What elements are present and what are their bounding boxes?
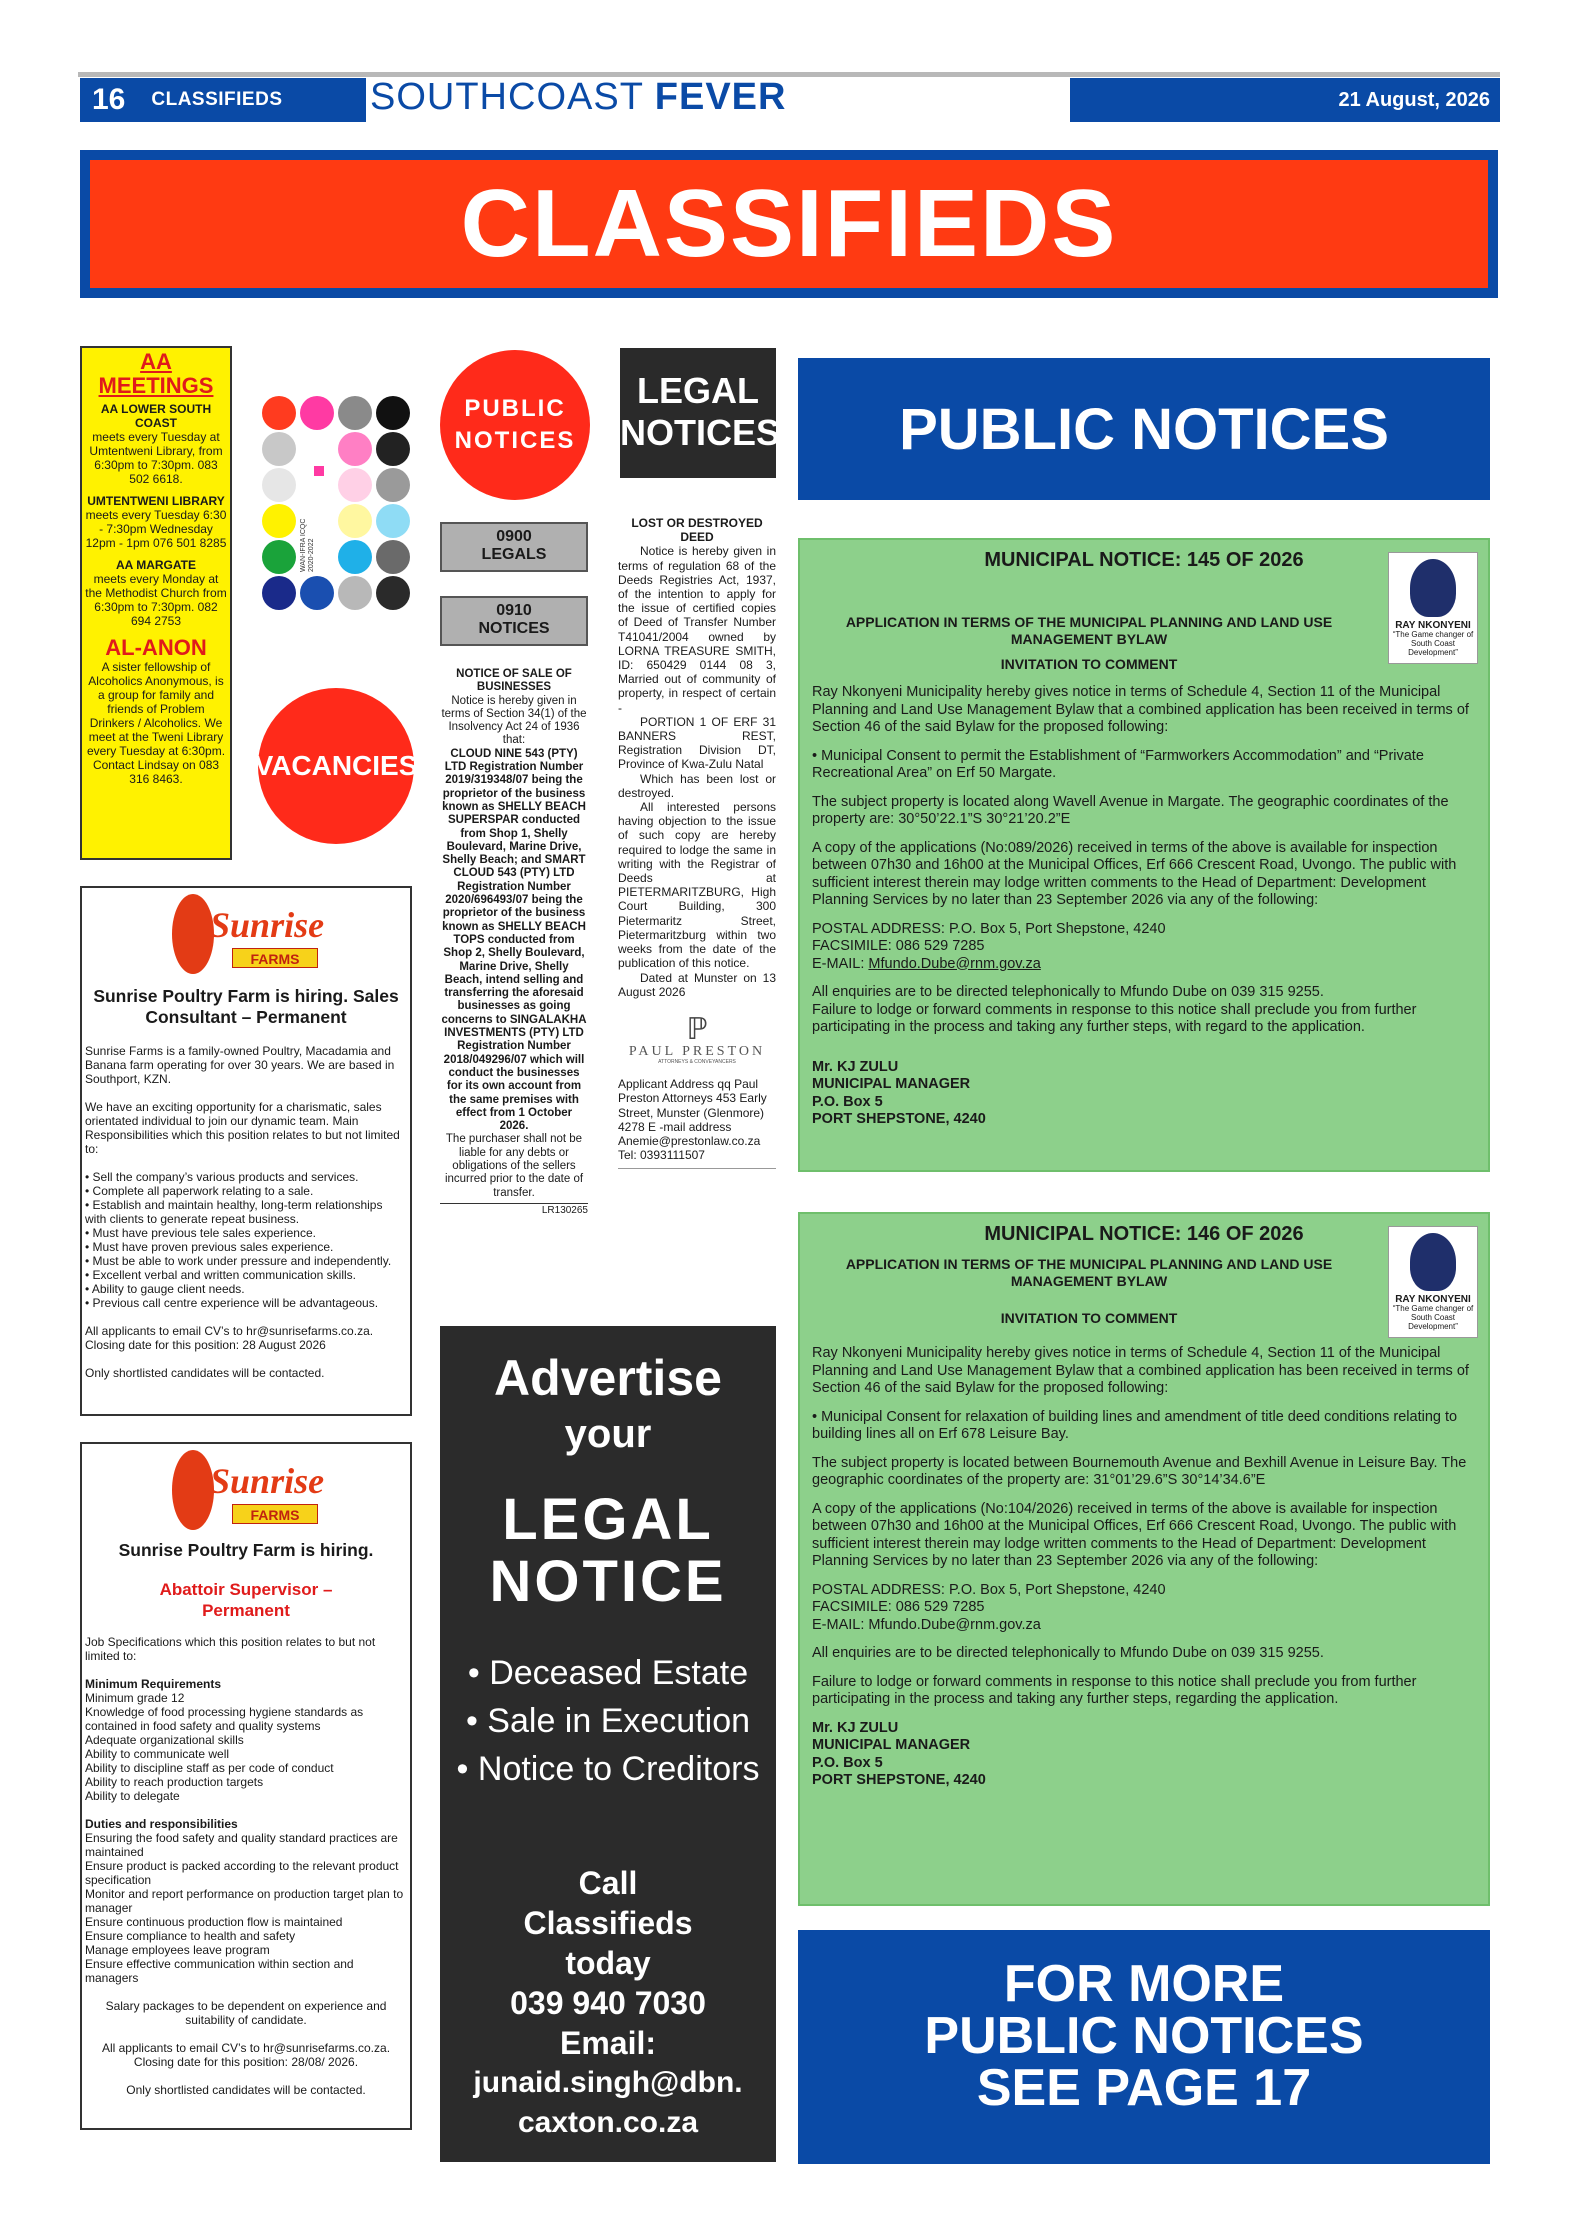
swatch xyxy=(262,540,296,574)
adv-bullet: • Deceased Estate xyxy=(467,1654,749,1692)
aa-group-heading: UMTENTWENI LIBRARY xyxy=(87,494,225,508)
notice-text: Notice is hereby given in terms of Section 34(1) of the Insolvency Act 24 of 1936 that: xyxy=(441,694,587,747)
notice-text: • Municipal Consent to permit the Establishment of “Farmworkers Accommodation” and “Private Recreational Area” on Erf 50 Margate. xyxy=(812,747,1424,781)
masthead xyxy=(370,76,786,119)
adv-contact: Email: xyxy=(559,2025,657,2061)
masthead-light: SOUTHCOAST xyxy=(370,76,655,118)
aa-title: AA MEETINGS xyxy=(98,349,214,398)
notice-title: LOST OR DESTROYED DEED xyxy=(631,516,763,545)
category-tag-0900 xyxy=(440,522,588,572)
swatch xyxy=(338,504,372,538)
vacancies-circle: VACANCIES xyxy=(258,688,414,844)
signatory-box: P.O. Box 5 xyxy=(812,1093,883,1110)
ad-heading: Sunrise Poultry Farm is hiring. Sales Consultant – Permanent xyxy=(93,986,399,1027)
swatch xyxy=(262,396,296,430)
ad-intro: Sunrise Farms is a family-owned Poultry, Macadamia and Banana farm operating for over 30 years. We are based in Southport, KZN. xyxy=(85,1044,395,1086)
notice-text: Ray Nkonyeni Municipality hereby gives notice in terms of Schedule 4, Section 11 of the Municipal Planning and Land Use Management Bylaw that a combined application has been received in terms of Section 46 of the said Bylaw for the proposed following: xyxy=(812,1345,1469,1396)
shortlist-text: Only shortlisted candidates will be contacted. xyxy=(85,1366,325,1380)
signatory-town: PORT SHEPSTONE, 4240 xyxy=(812,1111,986,1127)
circle-label: NOTICES xyxy=(454,427,576,454)
logo-tagline: “The Game changer of South Coast Development” xyxy=(1392,1304,1474,1331)
bullet-item: • Establish and maintain healthy, long-term relationships with clients to generate repeat business. xyxy=(85,1198,383,1226)
notice-text: Ray Nkonyeni Municipality hereby gives notice in terms of Schedule 4, Section 11 of the Municipal Planning and Land Use Management Bylaw that a combined application has been received in terms of Section 46 of the said Bylaw for the proposed following: xyxy=(812,684,1469,735)
swatch xyxy=(262,576,296,610)
bullet-item: • Sell the company’s various products and services. xyxy=(85,1170,359,1184)
adv-line: NOTICE xyxy=(489,1549,727,1614)
applicant-address: Applicant Address qq Paul Preston Attorneys 453 Early Street, Munster (Glenmore) 4278 E -mail address Anemie@prestonlaw.co.za Tel: 0393111507 xyxy=(618,1077,767,1163)
signatory-name: Mr. KJ ZULU xyxy=(812,1719,899,1736)
postal-address: POSTAL ADDRESS: P.O. Box 5, Port Shepstone, 4240 xyxy=(812,1581,1166,1598)
duty-item: Ensure continuous production flow is maintained xyxy=(85,1915,343,1929)
req-item: Ability to delegate xyxy=(85,1789,180,1803)
facsimile: FACSIMILE: 086 529 7285 xyxy=(812,1599,985,1615)
notice-text: The purchaser shall not be liable for any debts or obligations of the sellers incurred prior to the date of transfer. xyxy=(444,1133,584,1199)
adv-bullet: • Notice to Creditors xyxy=(456,1750,760,1788)
more-line: FOR MORE xyxy=(1003,1955,1285,2013)
circle-label: PUBLIC xyxy=(464,395,566,422)
swatch xyxy=(376,468,410,502)
req-item: Ability to discipline staff as per code of conduct xyxy=(85,1761,334,1775)
tag-number: 0900 xyxy=(496,528,532,545)
position-title: Abattoir Supervisor – Permanent xyxy=(159,1580,333,1620)
sunrise-sales-ad xyxy=(80,886,412,1416)
paul-preston-logo xyxy=(618,1012,776,1066)
ad-body xyxy=(82,1635,410,2097)
logo-name: RAY NKONYENI xyxy=(1395,620,1471,631)
duty-item: Manage employees leave program xyxy=(85,1943,270,1957)
notice-subtitle: APPLICATION IN TERMS OF THE MUNICIPAL PLANNING AND LAND USE MANAGEMENT BYLAW xyxy=(845,614,1333,647)
ad-bullets xyxy=(85,1170,407,1310)
notice-reference: LR130265 xyxy=(440,1203,588,1217)
notice-text: A copy of the applications (No:089/2026) received in terms of the above is available for inspection between 07h30 and 16h00 at the Municipal Offices, Erf 666 Crescent Road, Uvongo. The public with sufficient interest therein may lodge written comments to the Head of Department: Development Planning Services by no later than 23 September 2026 via any of the following: xyxy=(812,839,1457,908)
wan-ifra-label: WAN-IFRA ICQC 2020-2022 xyxy=(300,518,315,572)
alanon-text: A sister fellowship of Alcoholics Anonymous, is a group for family and friends of Problem Drinkers / Alcoholics. We meet at the Tweni Library every Tuesday at 6:30pm. Contact Lindsay on 083 316 8463. xyxy=(86,660,226,786)
notice-title: MUNICIPAL NOTICE: 145 OF 2026 xyxy=(984,549,1304,571)
page-number-bar xyxy=(80,78,366,122)
notice-text: All enquiries are to be directed telephonically to Mfundo Dube on 039 315 9255. xyxy=(812,984,1324,1000)
notice-text: A copy of the applications (No:104/2026) received in terms of the above is available for inspection between 07h30 and 16h00 at the Municipal Offices, Erf 666 Crescent Road, Uvongo. The public with sufficient interest therein may lodge written comments to the Head of Department: Development Planning Services by no later than 23 September 2026 via any of the following: xyxy=(812,1500,1457,1569)
shield-icon xyxy=(1410,1233,1456,1291)
duty-item: Ensuring the food safety and quality standard practices are maintained xyxy=(85,1831,398,1859)
logo-band: FARMS xyxy=(232,948,318,968)
lost-deed-notice xyxy=(618,516,776,1169)
adv-line: Advertise xyxy=(494,1350,722,1406)
req-item: Adequate organizational skills xyxy=(85,1733,244,1747)
apply-text: All applicants to email CV’s to hr@sunrisefarms.co.za. Closing date for this position: 28 August 2026 xyxy=(85,1324,374,1352)
swatch xyxy=(338,396,372,430)
logo-word: Sunrise xyxy=(210,1461,325,1501)
municipal-notice-145 xyxy=(798,538,1490,1172)
bullet-item: • Excellent verbal and written communication skills. xyxy=(85,1268,356,1282)
ad-body xyxy=(82,1044,410,1380)
swatch xyxy=(262,468,296,502)
sunrise-abattoir-ad xyxy=(80,1442,412,2130)
divider xyxy=(618,1168,776,1169)
notice-text: PORTION 1 OF ERF 31 BANNERS REST, Registration Division DT, Province of Kwa-Zulu Natal xyxy=(618,714,776,772)
aa-group-heading: AA MARGATE xyxy=(116,558,196,572)
ad-intro: We have an exciting opportunity for a charismatic, sales orientated individual to join our dynamic team. Main Responsibilities which this position relates to but not limited to: xyxy=(85,1100,400,1156)
email-label: E-MAIL: xyxy=(812,955,869,972)
page-number: 16 xyxy=(92,83,126,116)
req-item: Knowledge of food processing hygiene standards as contained in food safety and quality systems xyxy=(85,1705,364,1733)
notice-text: Dated at Munster on 13 August 2026 xyxy=(618,970,776,999)
swatch xyxy=(338,540,372,574)
notice-text: All interested persons having objection to the issue of such copy are hereby required to lodge the same in writing with the Registrar of Deeds at PIETERMARITZBURG, High Court Building, 300 Pietermaritz Street, Pietermaritzburg within two weeks from the date of the publication of this notice. xyxy=(618,800,776,971)
requirements-title: Minimum Requirements xyxy=(85,1677,222,1691)
swatch xyxy=(300,576,334,610)
facsimile: FACSIMILE: 086 529 7285 xyxy=(812,938,985,954)
header-rule xyxy=(78,72,1500,77)
legal-notices-header: LEGAL NOTICES xyxy=(620,348,776,478)
bullet-item: • Complete all paperwork relating to a sale. xyxy=(85,1184,314,1198)
ad-intro: Job Specifications which this position relates to but not limited to: xyxy=(85,1635,376,1663)
bullet-item: • Must have proven previous sales experience. xyxy=(85,1240,334,1254)
swatch xyxy=(376,576,410,610)
notice-text: Failure to lodge or forward comments in response to this notice shall preclude you from further participating in the process and taking any further steps, regarding the application. xyxy=(812,1673,1417,1707)
adv-line: your xyxy=(564,1412,652,1456)
aa-group-text: meets every Tuesday at Umtentweni Library, from 6:30pm to 7:30pm. 083 502 6618. xyxy=(89,430,223,486)
shield-icon xyxy=(1410,559,1456,617)
email-link[interactable]: Mfundo.Dube@rnm.gov.za xyxy=(868,955,1041,972)
notice-text: • Municipal Consent for relaxation of building lines and amendment of title deed conditions relating to building lines all on Erf 678 Leisure Bay. xyxy=(812,1408,1458,1442)
notice-text: All enquiries are to be directed telephonically to Mfundo Dube on 039 315 9255. xyxy=(812,1645,1324,1661)
req-item: Ability to reach production targets xyxy=(85,1775,264,1789)
signature-block xyxy=(812,1720,1476,1790)
notice-text: Notice is hereby given in terms of regulation 68 of the Deeds Registries Act, 1937, of the intention to apply for the issue of certified copies of Deed of Transfer Number T41041/2004 owned by LORNA TREASURE SMITH, ID: 650429 0144 08 3, Married out of community of property, in respect of certain - xyxy=(618,544,776,715)
signature-block xyxy=(812,1059,1476,1129)
registration-mark-icon xyxy=(314,466,324,476)
adv-contact: today xyxy=(565,1945,651,1981)
public-notices-circle xyxy=(440,350,590,500)
category-tag-0910 xyxy=(440,596,588,646)
duty-item: Ensure product is packed according to the relevant product specification xyxy=(85,1859,399,1887)
req-item: Minimum grade 12 xyxy=(85,1691,185,1705)
notice-subtitle: APPLICATION IN TERMS OF THE MUNICIPAL PLANNING AND LAND USE MANAGEMENT BYLAW xyxy=(845,1256,1333,1289)
notice-subtitle: INVITATION TO COMMENT xyxy=(1000,1310,1178,1326)
aa-group-heading: AA LOWER SOUTH COAST xyxy=(100,402,212,430)
public-notices-header: PUBLIC NOTICES xyxy=(798,358,1490,500)
tag-label: LEGALS xyxy=(481,546,547,563)
municipal-notice-146 xyxy=(798,1212,1490,1906)
notice-text-bold: CLOUD NINE 543 (PTY) LTD Registration Number 2019/319348/07 being the proprietor of the business known as SHELLY BEACH SUPERSPAR conducted from Shop 1, Shelly Boulevard, Marine Drive, Shelly Beach; and SMART CLOUD 543 (PTY) LTD Registration Number 2020/696493/07 being the proprietor of the business known as SHELLY BEACH TOPS conducted from Shop 2, Shelly Boulevard, Marine Drive, Shelly Beach, intend selling and transferring the aforesaid businesses as going concerns to SINGALAKHA INVESTMENTS (PTY) LTD Registration Number 2018/049296/07 which will conduct the businesses for its own account from the same premises with effect from 1 October 2026. xyxy=(441,747,587,1133)
aa-group-text: meets every Monday at the Methodist Church from 6:30pm to 7:30pm. 082 694 2753 xyxy=(85,572,227,628)
bullet-item: • Must have previous tele sales experience. xyxy=(85,1226,316,1240)
notice-title: MUNICIPAL NOTICE: 146 OF 2026 xyxy=(984,1223,1304,1245)
signatory-town: PORT SHEPSTONE, 4240 xyxy=(812,1772,986,1788)
more-notices-banner xyxy=(798,1930,1490,2164)
notice-text: Failure to lodge or forward comments in response to this notice shall preclude you from further participating in the process and taking any further steps, with regard to the application. xyxy=(812,1001,1417,1035)
adv-line: LEGAL xyxy=(502,1487,714,1552)
swatch xyxy=(376,396,410,430)
swatch xyxy=(376,504,410,538)
aa-meetings-box xyxy=(80,346,232,860)
section-label: CLASSIFIEDS xyxy=(151,89,283,110)
notice-text: Which has been lost or destroyed. xyxy=(618,771,776,800)
adv-contact: Classifieds xyxy=(523,1905,693,1941)
duty-item: Monitor and report performance on production target plan to manager xyxy=(85,1887,404,1915)
notice-text: The subject property is located along Wavell Avenue in Margate. The geographic coordinates of the property are: 30°50’22.1”S 30°21’20.2”E xyxy=(812,793,1449,827)
logo-band: FARMS xyxy=(232,1504,318,1524)
alanon-title: AL-ANON xyxy=(105,635,207,660)
signatory-name: Mr. KJ ZULU xyxy=(812,1058,899,1075)
color-swatch-panel xyxy=(262,392,414,622)
swatch xyxy=(262,432,296,466)
ray-nkonyeni-logo xyxy=(1388,1226,1478,1338)
logo-tagline: “The Game changer of South Coast Development” xyxy=(1392,630,1474,657)
swatch xyxy=(262,504,296,538)
adv-bullet: • Sale in Execution xyxy=(465,1702,751,1740)
notice-subtitle: INVITATION TO COMMENT xyxy=(1000,656,1178,672)
contact-block xyxy=(812,1582,1476,1635)
ray-nkonyeni-logo xyxy=(1388,552,1478,664)
logo-word: Sunrise xyxy=(210,905,325,945)
swatch xyxy=(376,540,410,574)
postal-address: POSTAL ADDRESS: P.O. Box 5, Port Shepstone, 4240 xyxy=(812,920,1166,937)
email-line xyxy=(812,956,1476,974)
notice-text: The subject property is located between Bournemouth Avenue and Bexhill Avenue in Leisure Bay. The geographic coordinates of the property are: 31°01’29.6”S 30°14’34.6”E xyxy=(812,1454,1467,1488)
issue-date: 21 August, 2026 xyxy=(1070,78,1500,122)
classifieds-banner xyxy=(80,150,1498,298)
email-line: E-MAIL: Mfundo.Dube@rnm.gov.za xyxy=(812,1616,1041,1633)
shortlist-text: Only shortlisted candidates will be contacted. xyxy=(126,2083,366,2097)
swatch xyxy=(338,576,372,610)
adv-email: junaid.singh@dbn. xyxy=(473,2066,743,2099)
swatch xyxy=(376,432,410,466)
signatory-title: MUNICIPAL MANAGER xyxy=(812,1076,971,1092)
duty-item: Ensure effective communication within section and managers xyxy=(85,1957,354,1985)
tag-label: NOTICES xyxy=(478,620,550,637)
bullet-item: • Must be able to work under pressure and independently. xyxy=(85,1254,392,1268)
banner-title: CLASSIFIEDS xyxy=(90,160,1488,288)
aa-group-text: meets every Tuesday 6:30 - 7:30pm Wednesday 12pm - 1pm 076 501 8285 xyxy=(85,508,227,550)
monogram-icon: ℙ xyxy=(686,1012,708,1046)
tag-number: 0910 xyxy=(496,602,532,619)
signatory-box: P.O. Box 5 xyxy=(812,1754,883,1771)
sunrise-logo xyxy=(82,892,410,982)
adv-email: caxton.co.za xyxy=(517,2106,699,2139)
contact-block xyxy=(812,921,1476,974)
rooster-icon xyxy=(172,894,214,974)
notice-title: NOTICE OF SALE OF BUSINESSES xyxy=(456,668,572,694)
logo-subtitle: ATTORNEYS & CONVEYANCERS xyxy=(658,1059,736,1066)
signatory-title: MUNICIPAL MANAGER xyxy=(812,1737,971,1753)
swatch xyxy=(338,432,372,466)
more-line: PUBLIC NOTICES xyxy=(924,2007,1364,2065)
ad-heading: Sunrise Poultry Farm is hiring. xyxy=(118,1540,374,1560)
swatch xyxy=(300,396,334,430)
req-item: Ability to communicate well xyxy=(85,1747,230,1761)
logo-name: PAUL PRESTON xyxy=(628,1043,766,1059)
sale-of-business-notice xyxy=(440,668,588,1217)
logo-name: RAY NKONYENI xyxy=(1395,1294,1471,1305)
adv-phone: 039 940 7030 xyxy=(510,1985,706,2021)
masthead-bold: FEVER xyxy=(654,76,787,118)
duties-title: Duties and responsibilities xyxy=(85,1817,238,1831)
rooster-icon xyxy=(172,1450,214,1530)
sunrise-logo xyxy=(82,1448,410,1538)
advertise-legal-notice-ad xyxy=(440,1326,776,2162)
swatch xyxy=(338,468,372,502)
apply-text: All applicants to email CV’s to hr@sunrisefarms.co.za. Closing date for this position: 28/08/ 2026. xyxy=(101,2041,391,2069)
adv-contact: Call xyxy=(578,1865,638,1901)
duty-item: Ensure compliance to health and safety xyxy=(85,1929,296,1943)
bullet-item: • Ability to gauge client needs. xyxy=(85,1282,245,1296)
salary-text: Salary packages to be dependent on experience and suitability of candidate. xyxy=(105,1999,387,2027)
more-line: SEE PAGE 17 xyxy=(976,2059,1312,2117)
bullet-item: • Previous call centre experience will be advantageous. xyxy=(85,1296,379,1310)
